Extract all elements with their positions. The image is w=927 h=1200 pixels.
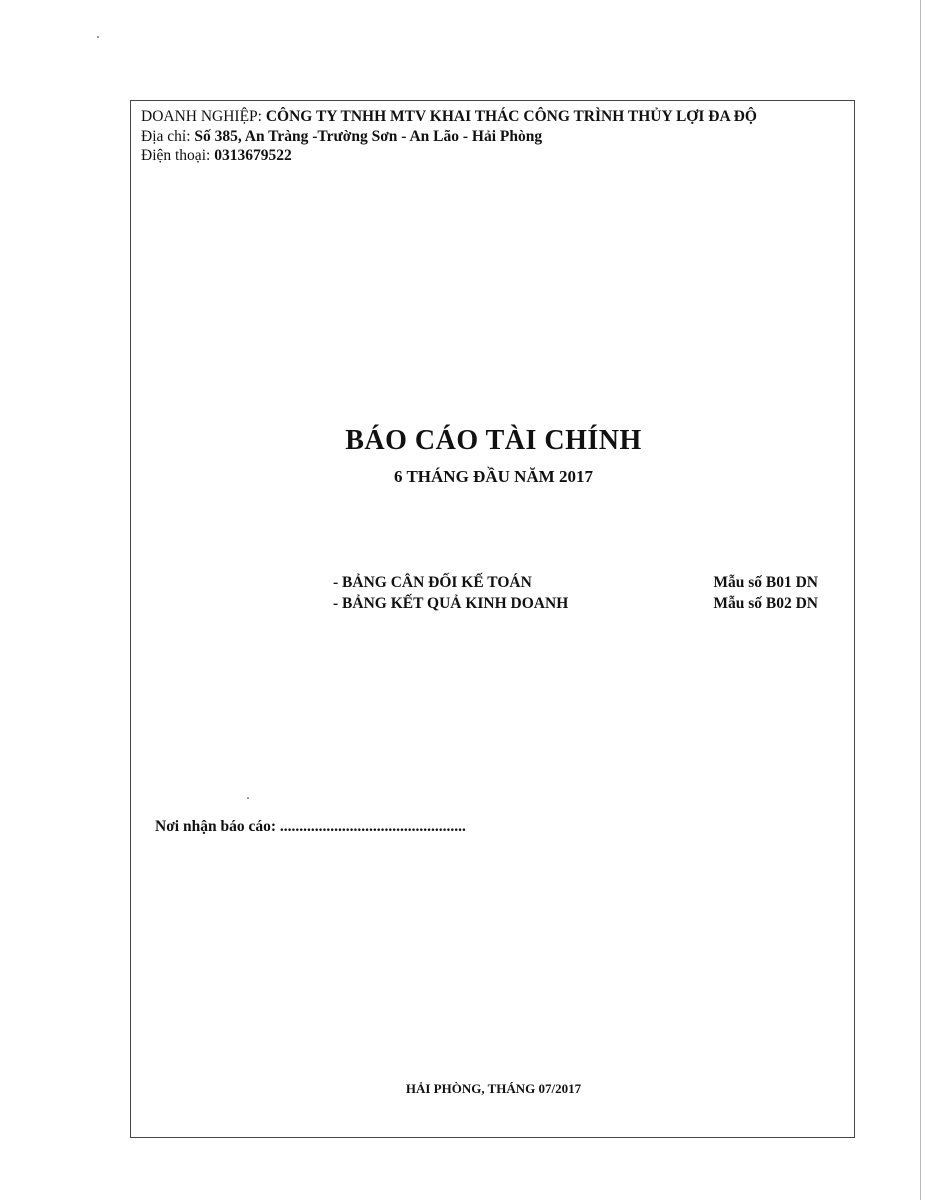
report-form-code: Mẫu số B02 DN <box>713 595 818 612</box>
scan-speck <box>97 36 99 38</box>
place-date-footer: HẢI PHÒNG, THÁNG 07/2017 <box>405 1081 582 1096</box>
address-label: Địa chỉ: <box>141 127 195 145</box>
recipient-label: Nơi nhận báo cáo: <box>155 818 280 835</box>
report-form-code: Mẫu số B01 DN <box>713 574 818 591</box>
report-name: - BẢNG CÂN ĐỐI KẾ TOÁN <box>333 574 532 591</box>
scan-speck <box>247 797 249 799</box>
report-item <box>333 572 818 593</box>
report-name: - BẢNG KẾT QUẢ KINH DOANH <box>333 595 569 612</box>
report-list <box>333 572 818 614</box>
company-line <box>141 107 757 127</box>
recipient-blank: ................................................ <box>279 818 466 835</box>
report-item <box>333 593 818 614</box>
phone-label: Điện thoại: <box>141 147 215 164</box>
recipient-line <box>155 818 466 836</box>
document-title: BÁO CÁO TÀI CHÍNH <box>345 425 642 456</box>
address-line <box>141 127 757 147</box>
company-name: CÔNG TY TNHH MTV KHAI THÁC CÔNG TRÌNH THỦY LỢI ĐA ĐỘ <box>265 108 757 125</box>
company-label: DOANH NGHIỆP: <box>141 108 266 125</box>
document-subtitle: 6 THÁNG ĐẦU NĂM 2017 <box>394 467 593 486</box>
phone-line <box>141 146 757 166</box>
company-header <box>141 107 757 166</box>
page-border-frame <box>130 100 855 1138</box>
scan-edge-line <box>920 0 921 1200</box>
phone-value: 0313679522 <box>214 147 292 164</box>
address-value: Số 385, An Tràng -Trường Sơn - An Lão - Hải Phòng <box>194 127 543 145</box>
